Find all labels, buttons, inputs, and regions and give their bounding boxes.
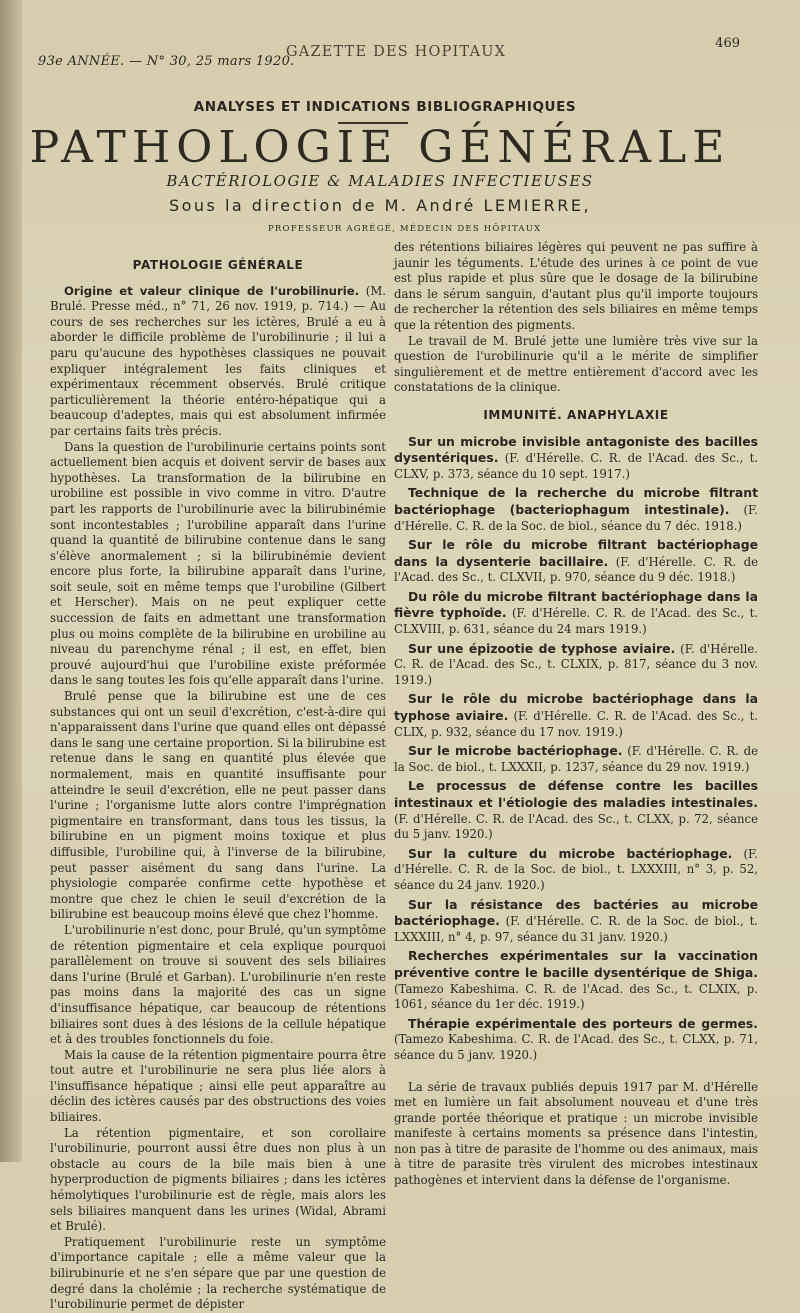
bibliography-entry bbox=[394, 641, 758, 689]
paragraph: La rétention pigmentaire, et son corollaire l'urobilinurie, pourront aussi être dues non plus à un obstacle au cours de la bile mais bien à une hyperproduction de pigments biliaires ; dans les ictères hémolytiques l'urobilinurie est de règle, mais alors les sels biliaires manquent dans les urines (Widal, Abrami et Brulé). bbox=[50, 1125, 386, 1234]
bibliography-entry bbox=[394, 778, 758, 842]
paragraph: Pratiquement l'urobilinurie reste un symptôme d'importance capitale ; elle a même valeur que la bilirubinurie et ne s'en sépare que par une question de degré dans la cholémie ; la recherche systématique de l'urobilinurie permet de dépister bbox=[50, 1234, 386, 1312]
bibliography-entry bbox=[394, 1016, 758, 1064]
entry-title: Sur le rôle du microbe filtrant bactériophage dans la dysenterie bacillaire. bbox=[394, 537, 758, 569]
entry-ref: (F. d'Hérelle. C. R. de l'Acad. des Sc., t. CLXVII, p. 970, séance du 9 déc. 1918.) bbox=[394, 554, 758, 585]
entry-title: Sur une épizootie de typhose aviaire. bbox=[408, 640, 676, 656]
left-column bbox=[50, 258, 386, 1313]
paragraph: Le travail de M. Brulé jette une lumière très vive sur la question de l'urobilinurie qu'il a le mérite de simplifier singulièrement et de mettre entièrement d'accord avec les constatations de la clinique. bbox=[394, 333, 758, 395]
entry-title: Sur la résistance des bactéries au microbe bactériophage. bbox=[394, 896, 758, 929]
bibliography-entry bbox=[394, 846, 758, 894]
entry-ref: (F. d'Hérelle. C. R. de l'Acad. des Sc., t. CLXV, p. 373, séance du 10 sept. 1917.) bbox=[394, 451, 759, 481]
entry-title: Thérapie expérimentale des porteurs de germes. bbox=[408, 1015, 758, 1031]
paragraph: Dans la question de l'urobilinurie certains points sont actuellement bien acquis et doivent servir de bases aux hypothèses. La transformation de la bilirubine en urobiline est possible in vivo comme in vitro. D'autre part les rapports de l'urobilinurie avec la bilirubinémie sont incontestables ; l'urobiline apparaît dans l'urine quand la quantité de bilirubine contenue dans le sang s'élève anormalement ; si la bilirubinémie devient encore plus forte, la bilirubine apparaît dans l'urine, soit seule, soit en même temps que l'urobiline (Gilbert et Herscher). Mais on ne peut expliquer cette succession de faits en admettant une transformation plus ou moins complète de la bilirubine en urobiline au niveau du parenchyme rénal ; il est, en effet, bien prouvé aujourd'hui que l'urobiline existe préformée dans le sang toutes les fois qu'elle apparaît dans l'urine. bbox=[50, 439, 386, 688]
entry-ref: (F. d'Hérelle. C. R. de l'Acad. des Sc., t. CLIX, p. 932, séance du 17 nov. 1919.) bbox=[394, 709, 759, 739]
entry-ref: (F. d'Hérelle. C. R. de la Soc. de biol., t. LXXXIII, n° 3, p. 52, séance du 24 janv. 1920.) bbox=[394, 846, 758, 892]
main-title: PATHOLOGIE GÉNÉRALE bbox=[29, 122, 731, 173]
entry-title: Sur le microbe bactériophage. bbox=[408, 743, 623, 759]
entry-title: Technique de la recherche du microbe filtrant bactériophage (bacteriophagum intestinale). bbox=[394, 485, 758, 517]
bibliography-entry bbox=[394, 485, 758, 534]
journal-name: GAZETTE DES HOPITAUX bbox=[286, 44, 507, 60]
bibliography-entry bbox=[394, 589, 758, 638]
entry-ref: (F. d'Hérelle. C. R. de la Soc. de biol., séance du 7 déc. 1918.) bbox=[394, 502, 758, 533]
entry-title: Sur un microbe invisible antagoniste des bacilles dysentériques. bbox=[394, 433, 758, 466]
entry-ref: (Tamezo Kabeshima. C. R. de l'Acad. des Sc., t. CLXIX, p. 1061, séance du 1er déc. 1919.) bbox=[394, 981, 758, 1012]
paragraph: des rétentions biliaires légères qui peuvent ne pas suffire à jaunir les téguments. L'étude des urines à ce point de vue est plus rapide et plus sûre que le dosage de la bilirubine dans le sérum sanguin, d'autant plus qu'il importe toujours de rechercher la rétention des sels biliaires en même temps que la rétention des pigments. bbox=[394, 240, 758, 332]
bibliography-entry bbox=[394, 434, 758, 483]
paragraph: Brulé pense que la bilirubine est une de ces substances qui ont un seuil d'excrétion, c'est-à-dire qui n'apparaissent dans l'urine que quand elles ont dépassé dans le sang une certaine proportion. Si la bilirubine est retenue dans le sang en quantité plus élevée que normalement, mais en quantité insuffisante pour atteindre le seuil d'excrétion, elle ne peut passer dans l'urine ; l'organisme lutte alors contre l'imprégnation pigmentaire en transformant, dans tous les tissus, la bilirubine en un pigment moins toxique et plus diffusible, l'urobiline qui, à l'inverse de la bilirubine, peut passer aisément du sang dans l'urine. La physiologie comparée confirme cette hypothèse et montre que chez le chien le seuil d'excrétion de la bilirubine est beaucoup moins élevé que chez l'homme. bbox=[50, 689, 386, 922]
bibliography-entry bbox=[394, 691, 758, 740]
issue-info: 93e ANNÉE. — N° 30, 25 mars 1920. bbox=[38, 54, 295, 69]
left-section-heading: PATHOLOGIE GÉNÉRALE bbox=[132, 258, 304, 272]
entry-ref: (F. d'Hérelle. C. R. de l'Acad. des Sc., t. CLXIX, p. 817, séance du 3 nov. 1919.) bbox=[394, 641, 758, 687]
entry-title: Recherches expérimentales sur la vaccination préventive contre le bacille dysentérique de Shiga. bbox=[394, 948, 758, 980]
bibliography-entry bbox=[394, 948, 758, 1012]
entry-ref: (Tamezo Kabeshima. C. R. de l'Acad. des Sc., t. CLXX, p. 71, séance du 5 janv. 1920.) bbox=[394, 1032, 758, 1062]
bibliography-entry bbox=[394, 537, 758, 586]
paragraph: Mais la cause de la rétention pigmentaire pourra être tout autre et l'urobilinurie ne sera plus liée alors à l'insuffisance hépatique ; ainsi elle peut apparaître au déclin des ictères causés par des obstructions des voies biliaires. bbox=[50, 1047, 386, 1125]
editor-line: Sous la direction de M. André LEMIERRE, bbox=[168, 196, 592, 215]
editor-title: PROFESSEUR AGRÉGÉ, MÉDECIN DES HÔPITAUX bbox=[268, 224, 542, 234]
right-section-heading: IMMUNITÉ. ANAPHYLAXIE bbox=[483, 407, 669, 422]
entry-title: Du rôle du microbe filtrant bactériophage dans la fièvre typhoïde. bbox=[394, 588, 758, 621]
article-header bbox=[50, 284, 386, 440]
entry-title: Sur la culture du microbe bactériophage. bbox=[408, 845, 733, 861]
entry-ref: (F. d'Hérelle. C. R. de la Soc. de biol., t. LXXXIII, n° 4, p. 97, séance du 31 janv. 1920.) bbox=[394, 914, 758, 944]
bibliography-entry bbox=[394, 743, 758, 775]
page-number: 469 bbox=[715, 36, 740, 51]
section-heading: ANALYSES ET INDICATIONS BIBLIOGRAPHIQUES bbox=[193, 99, 577, 115]
bibliography-entry bbox=[394, 897, 758, 946]
entry-ref: (F. d'Hérelle. C. R. de la Soc. de biol., t. LXXXII, p. 1237, séance du 29 nov. 1919.) bbox=[394, 744, 758, 774]
main-subtitle: BACTÉRIOLOGIE & MALADIES INFECTIEUSES bbox=[166, 172, 594, 190]
article-title: Origine et valeur clinique de l'urobilinurie. bbox=[64, 283, 360, 298]
right-column bbox=[394, 240, 758, 1189]
entry-title: Le processus de défense contre les bacilles intestinaux et l'étiologie des maladies intestinales. bbox=[394, 778, 758, 810]
entry-ref: (F. d'Hérelle. C. R. de l'Acad. des Sc., t. CLXX, p. 72, séance du 5 janv. 1920.) bbox=[394, 811, 758, 842]
paragraph: L'urobilinurie n'est donc, pour Brulé, qu'un symptôme de rétention pigmentaire et cela explique pourquoi parallèlement on trouve si souvent des sels biliaires dans l'urine (Brulé et Garban). L'urobilinurie n'en reste pas moins dans la majorité des cas un signe d'insuffisance hépatique, car beaucoup de rétentions biliaires sont dues à des lésions de la cellule hépatique et à des troubles fonctionnels du foie. bbox=[50, 922, 386, 1047]
entry-title: Sur le rôle du microbe bactériophage dans la typhose aviaire. bbox=[394, 691, 758, 724]
entry-ref: (F. d'Hérelle. C. R. de l'Acad. des Sc., t. CLXVIII, p. 631, séance du 24 mars 1919.) bbox=[394, 606, 758, 637]
closing-paragraph: La série de travaux publiés depuis 1917 par M. d'Hérelle met en lumière un fait absolument nouveau et d'une très grande portée théorique et pratique : un microbe invisible manifeste à certains moments sa présence dans l'intestin, non pas à titre de parasite de l'homme ou des animaux, mais à titre de parasite très virulent des microbes intestinaux pathogènes et intervient dans la défense de l'organisme. bbox=[394, 1079, 758, 1188]
article-ref: (M. Brulé. Presse méd., n° 71, 26 nov. 1919, p. 714.) bbox=[50, 283, 387, 314]
paragraph: — Au cours de ses recherches sur les ictères, Brulé a eu à aborder le difficile problème de l'urobilinurie ; il lui a paru qu'aucune des hypothèses classiques ne pouvait expliquer intégralement les faits cliniques et expérimentaux récemment observés. Brulé critique particulièrement la théorie entéro-hépatique qui a beaucoup d'adeptes, mais qui est absolument infirmée par certains faits très précis. bbox=[50, 299, 387, 438]
